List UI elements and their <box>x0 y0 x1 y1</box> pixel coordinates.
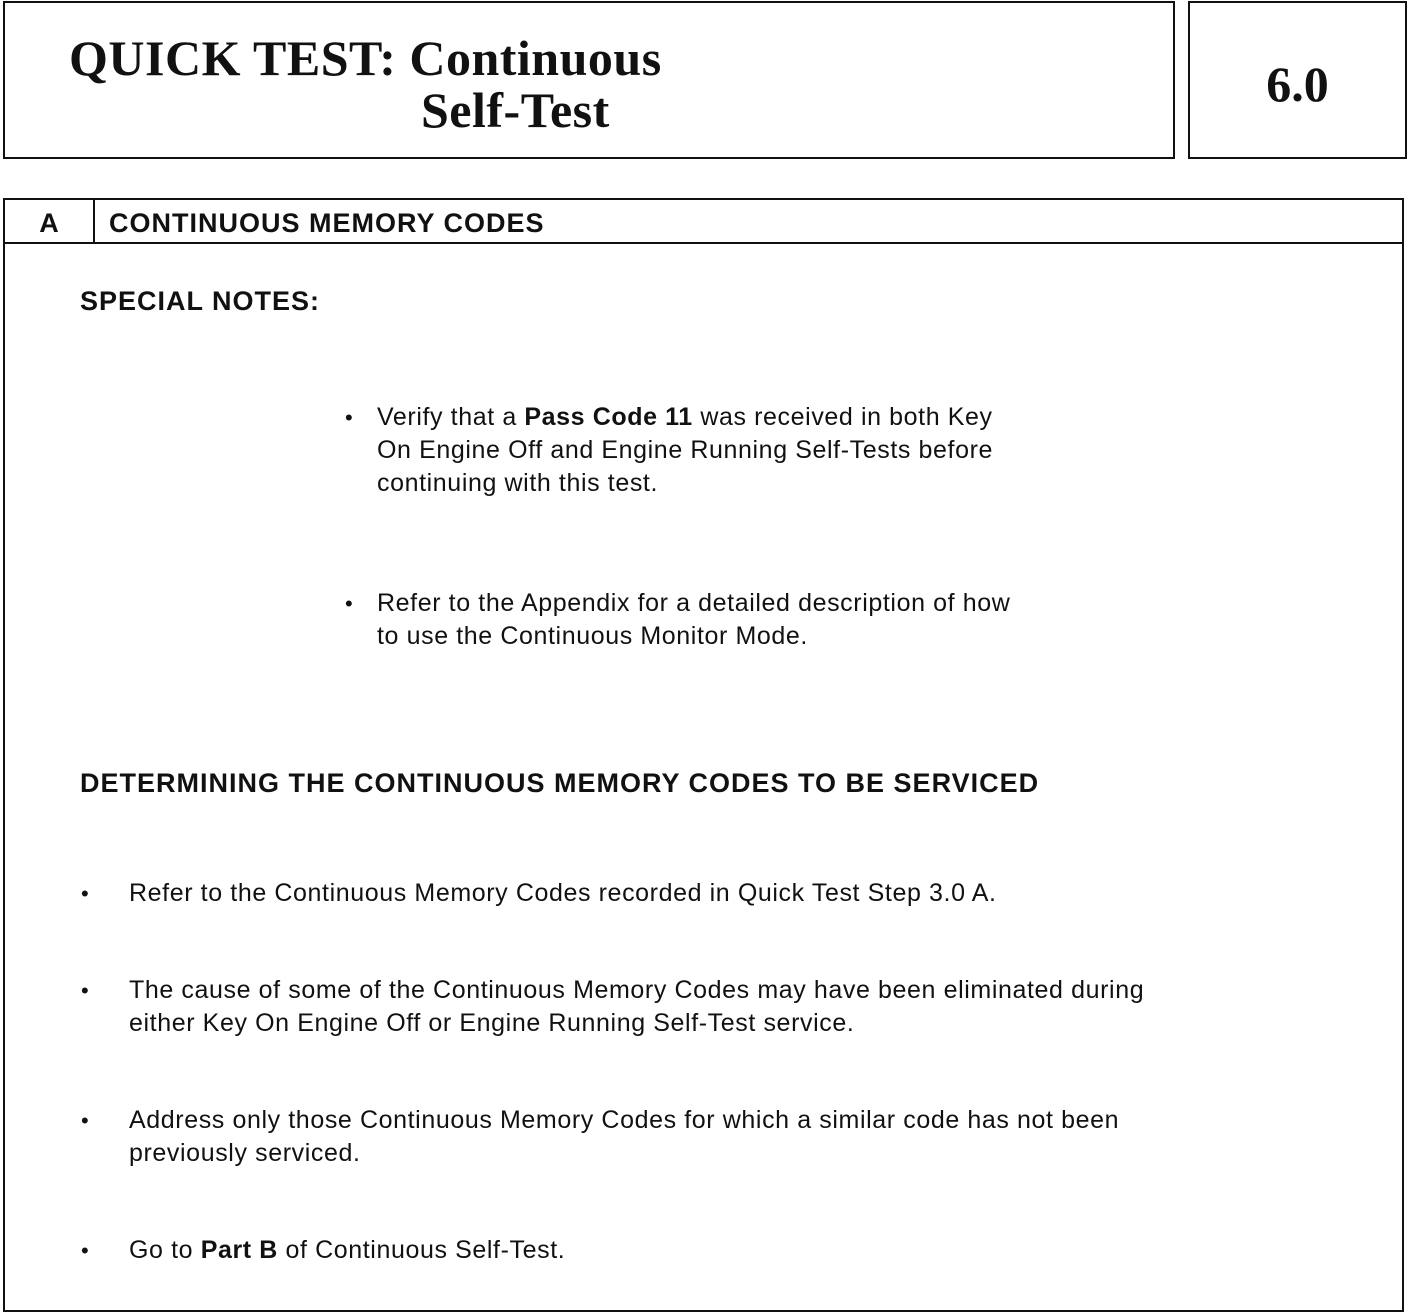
page-title-line-1: QUICK TEST: Continuous <box>69 30 662 86</box>
section-title: CONTINUOUS MEMORY CODES <box>109 208 545 238</box>
section-number-box <box>1188 1 1407 159</box>
determining-bullet-3 <box>81 1104 1120 1170</box>
special-note-2 <box>345 587 1011 653</box>
bullet-icon: • <box>345 405 354 430</box>
determining-bullet-2 <box>81 974 1145 1040</box>
section-number: 6.0 <box>1266 56 1329 112</box>
determining-4-line-1: Go to Part B of Continuous Self-Test. <box>129 1236 566 1264</box>
determining-2-line-2: either Key On Engine Off or Engine Running Self-Test service. <box>129 1009 855 1037</box>
determining-2-line-1: The cause of some of the Continuous Memory Codes may have been eliminated during <box>129 976 1145 1004</box>
determining-3-line-1: Address only those Continuous Memory Codes for which a similar code has not been <box>129 1106 1120 1134</box>
bullet-icon: • <box>81 1108 90 1133</box>
note-1-line-2: On Engine Off and Engine Running Self-Tests before <box>377 436 994 464</box>
section-a-panel <box>3 198 1404 1312</box>
special-note-1 <box>345 401 994 500</box>
determining-bullet-4 <box>81 1234 566 1267</box>
pass-code-bold: Pass Code 11 <box>524 403 693 431</box>
note-1-line-3: continuing with this test. <box>377 469 659 497</box>
determining-bullet-1 <box>81 877 997 910</box>
part-b-bold: Part B <box>200 1236 278 1264</box>
bullet-icon: • <box>81 1238 90 1263</box>
bullet-icon: • <box>81 978 90 1003</box>
determining-heading: DETERMINING THE CONTINUOUS MEMORY CODES TO BE SERVICED <box>80 768 1040 798</box>
page-title-line-2: Self-Test <box>421 82 610 138</box>
determining-1-line-1: Refer to the Continuous Memory Codes recorded in Quick Test Step 3.0 A. <box>129 879 997 907</box>
bullet-icon: • <box>81 881 90 906</box>
section-header <box>5 200 1402 244</box>
special-notes-heading: SPECIAL NOTES: <box>80 286 321 316</box>
section-letter: A <box>5 200 95 242</box>
bullet-icon: • <box>345 591 354 616</box>
note-2-line-1: Refer to the Appendix for a detailed description of how <box>377 589 1011 617</box>
note-1-line-1: Verify that a Pass Code 11 was received in both Key <box>377 403 993 431</box>
note-2-line-2: to use the Continuous Monitor Mode. <box>377 622 808 650</box>
determining-3-line-2: previously serviced. <box>129 1139 361 1167</box>
title-box <box>3 1 1175 159</box>
